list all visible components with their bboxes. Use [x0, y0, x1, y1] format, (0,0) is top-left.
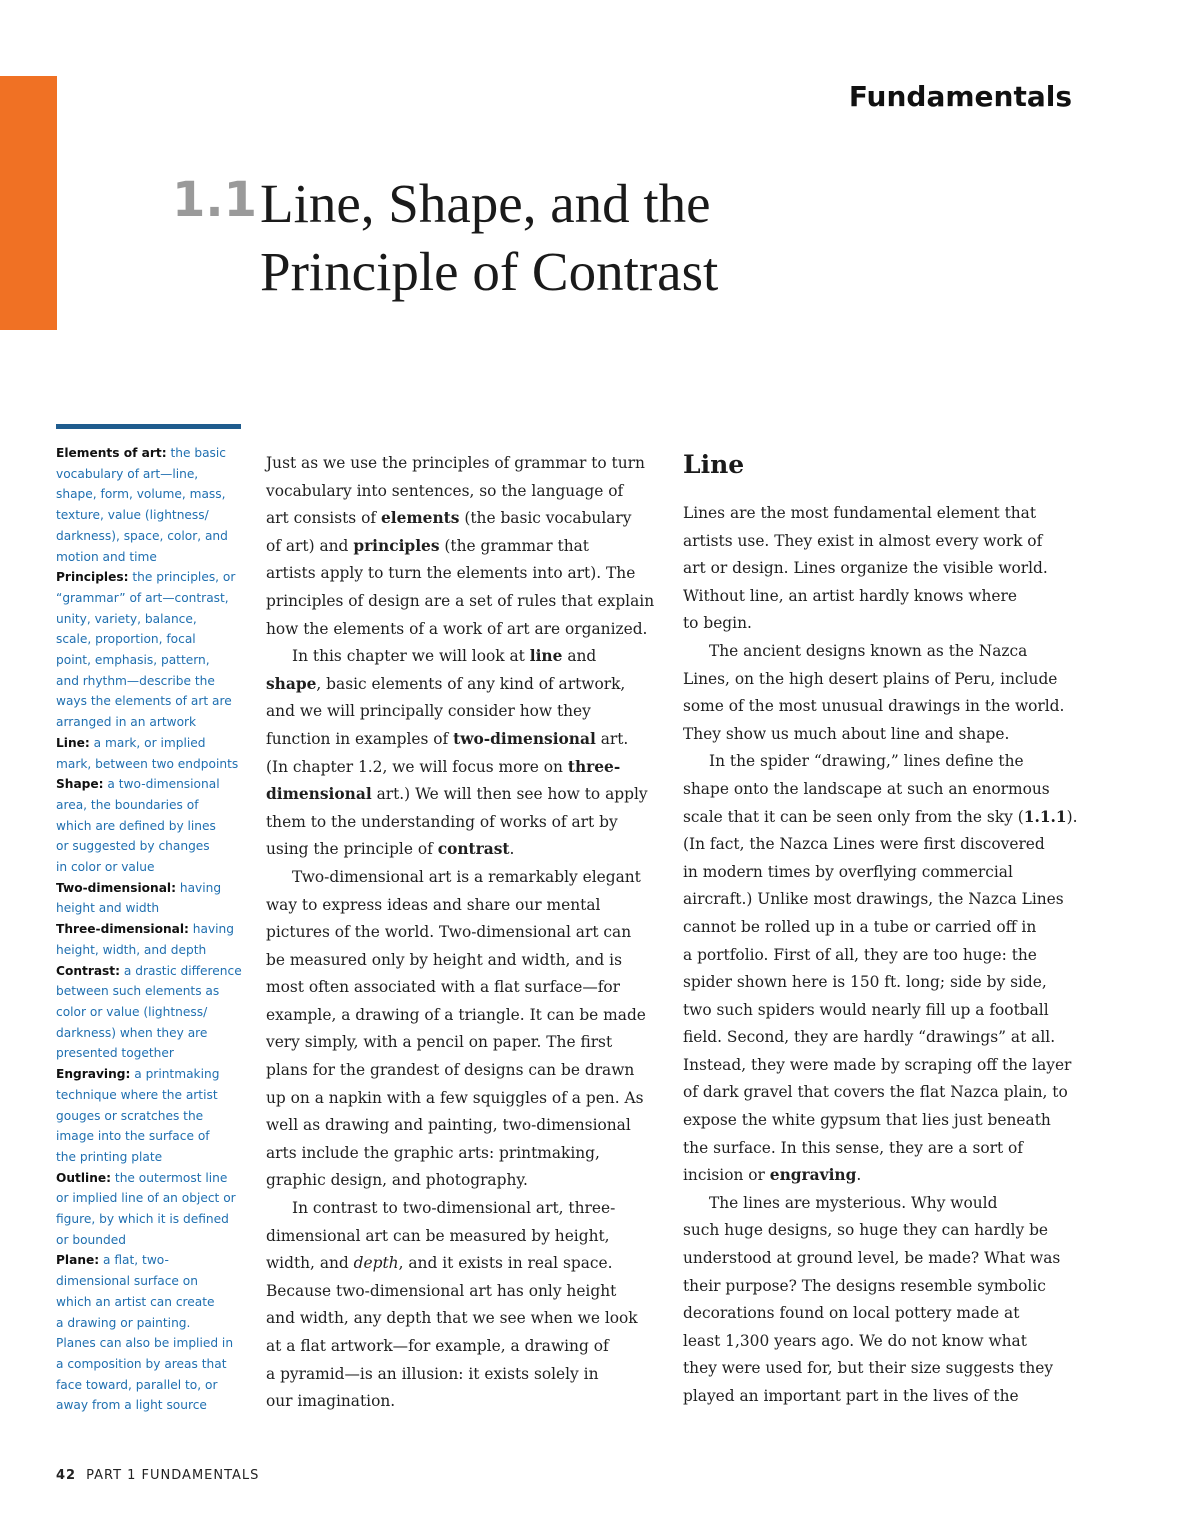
key-term: elements	[380, 509, 460, 528]
chapter-title	[260, 170, 718, 306]
key-term: three- dimensional	[266, 757, 621, 804]
chapter-title-line: Line, Shape, and the	[260, 173, 711, 234]
glossary-term: Elements of art:	[56, 446, 167, 460]
glossary-definition: the outermost line or implied line of an object or figure, by which it is defined or bounded	[56, 1170, 236, 1247]
glossary-definition: having height and width	[56, 880, 222, 916]
key-term: principles	[353, 536, 440, 555]
body-paragraph: The ancient designs known as the Nazca Lines, on the high desert plains of Peru, include some of the most unusual drawings in the world. They show us much about line and shape.	[683, 641, 1065, 743]
glossary-term: Three-dimensional:	[56, 922, 189, 937]
glossary-term: Two-dimensional:	[56, 880, 176, 895]
glossary-term: Plane:	[56, 1253, 100, 1268]
glossary-entry	[56, 733, 248, 774]
chapter-title-line: Principle of Contrast	[260, 241, 719, 302]
glossary-term: Shape:	[56, 777, 104, 792]
body-paragraph: Just as we use the principles of grammar to turn vocabulary into sentences, so the language of art consists of elements (the basic vocabulary of art) and principles (the grammar that artists apply to turn the elements into art). The principles of design are a set of rules that explain how the elements of a work of art are organized.	[266, 454, 655, 638]
glossary-entry	[56, 443, 248, 567]
body-paragraph: The lines are mysterious. Why would such huge designs, so huge they can hardly be understood at ground level, be made? What was their purpose? The designs resemble symbolic decorations found on local pottery made at least 1,300 years ago. We do not know what they were used for, but their size suggests they played an important part in the lives of the	[683, 1193, 1061, 1405]
emphasis-term: depth	[353, 1254, 399, 1273]
glossary-term: Outline:	[56, 1170, 112, 1185]
glossary-definition: the basic vocabulary of art—line, shape, form, volume, mass, texture, value (lightness/ darkness), space, color, and motion and time	[56, 446, 228, 564]
key-term: two-dimensional	[453, 729, 596, 748]
body-paragraph: Two-dimensional art is a remarkably elegant way to express ideas and share our mental pictures of the world. Two-dimensional art can be measured only by height and width, and is most often associated with a flat surface—for example, a drawing of a triangle. It can be made very simply, with a pencil on paper. The first plans for the grandest of designs can be drawn up on a napkin with a few squiggles of a pen. As well as drawing and painting, two-dimensional arts include the graphic arts: printmaking, graphic design, and photography.	[266, 867, 646, 1190]
glossary-definition: having height, width, and depth	[56, 922, 235, 957]
key-term: line	[529, 647, 563, 666]
glossary-term: Engraving:	[56, 1067, 131, 1082]
glossary-rule	[56, 424, 241, 429]
body-column-2	[683, 450, 1078, 1411]
chapter-number: 1.1	[172, 172, 258, 228]
part-label: PART 1 FUNDAMENTALS	[86, 1468, 260, 1483]
glossary-entry	[56, 1250, 248, 1416]
glossary-entry	[56, 567, 248, 733]
body-paragraph: In the spider “drawing,” lines define the shape onto the landscape at such an enormous scale that it can be seen only from the sky (1.1.1). (In fact, the Nazca Lines were first discovered in modern times by overflying commercial aircraft.) Unlike most drawings, the Nazca Lines cannot be rolled up in a tube or carried off in a portfolio. First of all, they are too huge: the spider shown here is 150 ft. long; side by side, two such spiders would nearly fill up a football field. Second, they are hardly “drawings” at all. Instead, they were made by scraping off the layer of dark gravel that covers the flat Nazca plain, to expose the white gypsum that lies just beneath the surface. In this sense, they are a sort of incision or engraving.	[683, 752, 1078, 1185]
chapter-accent-bar	[0, 76, 57, 330]
key-term: engraving	[769, 1166, 857, 1185]
body-paragraph: Lines are the most fundamental element that artists use. They exist in almost every work of art or design. Lines organize the visible world. Without line, an artist hardly knows where to begin.	[683, 504, 1048, 633]
body-column-1	[266, 450, 661, 1416]
glossary-definition: a flat, two- dimensional surface on which an artist can create a drawing or painting. Planes can also be implied in a composition by areas that face toward, parallel to, or away from a light source	[56, 1253, 234, 1413]
glossary-term: Principles:	[56, 570, 129, 585]
glossary-definition: a two-dimensional area, the boundaries of which are defined by lines or suggested by changes in color or value	[56, 777, 220, 875]
glossary-definition: the principles, or “grammar” of art—contrast, unity, variety, balance, scale, proportion, focal point, emphasis, pattern, and rhythm—describe the ways the elements of art are arranged in an artwork	[56, 570, 236, 730]
section-heading-line: Line	[683, 450, 745, 479]
key-term: shape	[266, 674, 317, 693]
section-label: Fundamentals	[848, 80, 1072, 113]
page-number: 42	[56, 1468, 77, 1483]
key-term: contrast	[437, 840, 510, 859]
body-paragraph: In contrast to two-dimensional art, three- dimensional art can be measured by height, width, and depth, and it exists in real space. Because two-dimensional art has only height and width, any depth that we see when we look at a flat artwork—for example, a drawing of a pyramid—is an illusion: it exists solely in our imagination.	[266, 1199, 638, 1411]
glossary-entry	[56, 1064, 248, 1168]
glossary-term: Contrast:	[56, 963, 121, 978]
glossary-entry	[56, 1168, 248, 1251]
glossary-entry	[56, 774, 248, 878]
glossary-entry	[56, 878, 248, 919]
glossary-sidebar	[56, 443, 248, 1416]
page-footer	[56, 1468, 259, 1483]
glossary-entry	[56, 961, 248, 1065]
glossary-definition: a mark, or implied mark, between two endpoints	[56, 735, 239, 771]
body-paragraph: In this chapter we will look at line and shape, basic elements of any kind of artwork, and we will principally consider how they function in examples of two-dimensional art. (In chapter 1.2, we will focus more on three- dimensional art.) We will then see how to apply them to the understanding of works of art by using the principle of contrast.	[266, 647, 648, 859]
glossary-definition: a drastic difference between such elements as color or value (lightness/ darkness) when they are presented together	[56, 963, 242, 1061]
glossary-entry	[56, 919, 248, 960]
glossary-term: Line:	[56, 735, 90, 750]
figure-reference: 1.1.1	[1023, 807, 1067, 826]
glossary-definition: a printmaking technique where the artist gouges or scratches the image into the surface of the printing plate	[56, 1067, 220, 1164]
